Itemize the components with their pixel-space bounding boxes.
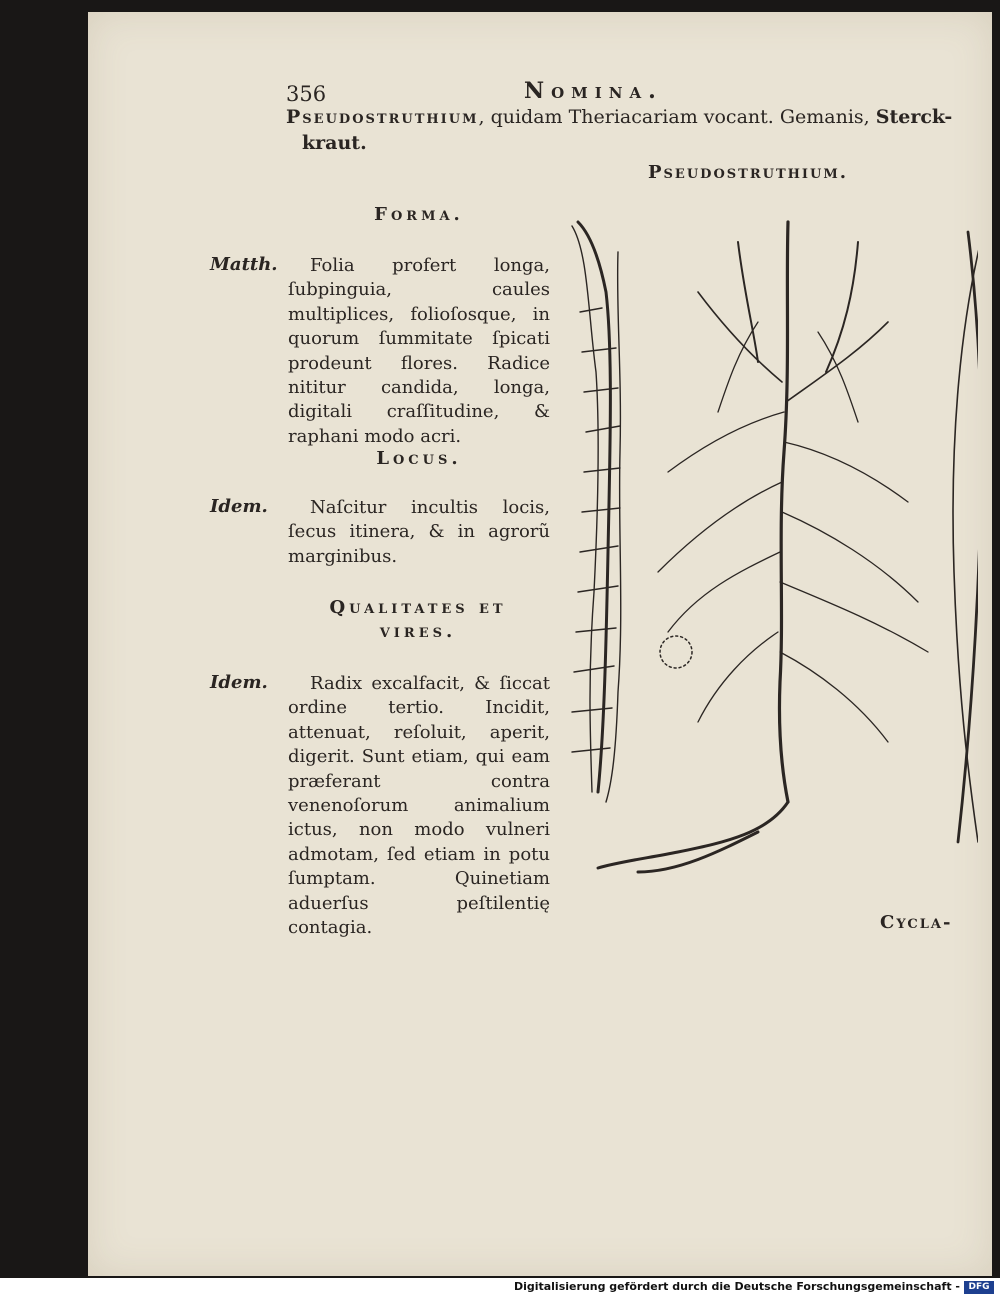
plant-woodcut-illustration: [558, 212, 978, 892]
figure-caption: Pseudostruthium.: [648, 162, 849, 183]
dfg-logo: DFG: [964, 1281, 994, 1294]
catchword: Cycla-: [880, 912, 953, 933]
footer-credit: Digitalisierung gefördert durch die Deutsche Forschungsgemeinschaft -: [513, 1280, 960, 1293]
section-heading-forma: Forma.: [374, 204, 464, 225]
section-heading-qualitates: Qualitates et vires.: [329, 597, 507, 642]
page-number: 356: [286, 82, 327, 106]
footer-bar: [0, 1278, 1000, 1297]
margin-note-matth: Matth.: [210, 254, 278, 275]
section-text-locus: Naſcitur incultis locis, ſecus itinera, & in agrorũ marginibus.: [288, 497, 550, 567]
section-text-forma: Folia profert longa, ſubpinguia, caules multiplices, folioſosque, in quorum ſummitate ſpicati prodeunt flores. Radice nititur candida, longa, digitali craſſitudine, & raphani modo acri.: [288, 255, 550, 447]
margin-note-idem-2: Idem.: [210, 672, 268, 693]
name-line: [286, 104, 966, 156]
name-line-text: , quidam Theriacariam vocant. Gemanis,: [478, 106, 876, 128]
running-title: Nomina.: [524, 78, 663, 104]
section-text-qualitates: Radix excalfacit, & ſiccat ordine tertio. Incidit, attenuat, reſoluit, aperit, digerit. Sunt etiam, qui eam præferant contra venenoſorum animalium ictus, non modo vulneri admotam, ſed etiam in potu ſumptam. Quinetiam aduerſus peſtilentię contagia.: [288, 673, 550, 939]
german-name: Sterck-: [875, 106, 953, 128]
section-heading-locus: Locus.: [376, 448, 462, 469]
margin-note-idem-1: Idem.: [210, 496, 268, 517]
plant-name: Pseudostruthium: [286, 106, 479, 128]
book-page: [88, 12, 992, 1276]
german-name-cont: kraut.: [302, 132, 367, 154]
